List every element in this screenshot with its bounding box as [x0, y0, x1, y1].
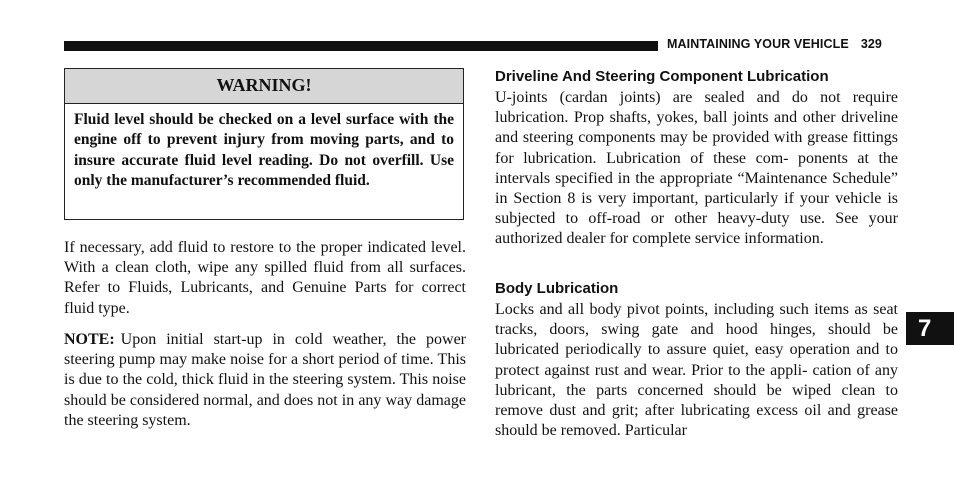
warning-box: [64, 68, 464, 220]
header-rule: [64, 41, 658, 51]
warning-title: WARNING!: [65, 69, 463, 104]
fluid-paragraph: If necessary, add fluid to restore to the proper indicated level. With a clean cloth, wipe any spilled fluid from all surfaces. Refer to Fluids, Lubricants, and Genuine Parts for correct fluid type.: [64, 239, 466, 317]
chapter-tab: 7: [906, 312, 954, 345]
page-number: 329: [860, 37, 882, 51]
driveline-heading: Driveline And Steering Component Lubrication: [495, 68, 829, 85]
section-title: MAINTAINING YOUR VEHICLE: [667, 37, 849, 51]
running-header: [667, 37, 882, 51]
warning-text: Fluid level should be checked on a level surface with the engine off to prevent injury from moving parts, and to insure accurate fluid level reading. Do not overfill. Use only the manufacturer’s recommended fluid.: [74, 111, 454, 190]
note-label: NOTE:: [64, 331, 115, 348]
body-lubrication-paragraph: Locks and all body pivot points, including such items as seat tracks, doors, swing gate and hood hinges, should be lubricated periodically to assure quiet, easy operation and to protect against rust and wear. Prior to the appli- cation of any lubricant, the parts concerned should be wiped clean to remove dust and grit; after lubricating excess oil and grease should be removed. Particular: [495, 301, 898, 440]
note-paragraph: [64, 330, 466, 431]
driveline-paragraph: U-joints (cardan joints) are sealed and do not require lubrication. Prop shafts, yokes, ball joints and other driveline and steering components may be provided with grease fittings for lubrication. Lubrication of these com- ponents at the intervals specified in the appropriate “Maintenance Schedule” in Section 8 is very important, particularly if your vehicle is subjected to off-road or other heavy-duty use. See your authorized dealer for complete service information.: [495, 89, 898, 248]
note-text: Upon initial start-up in cold weather, the power steering pump may make noise for a short period of time. This is due to the cold, thick fluid in the steering system. This noise should be considered normal, and does not in any way damage the steering system.: [64, 331, 466, 429]
body-lubrication-heading: Body Lubrication: [495, 280, 619, 297]
